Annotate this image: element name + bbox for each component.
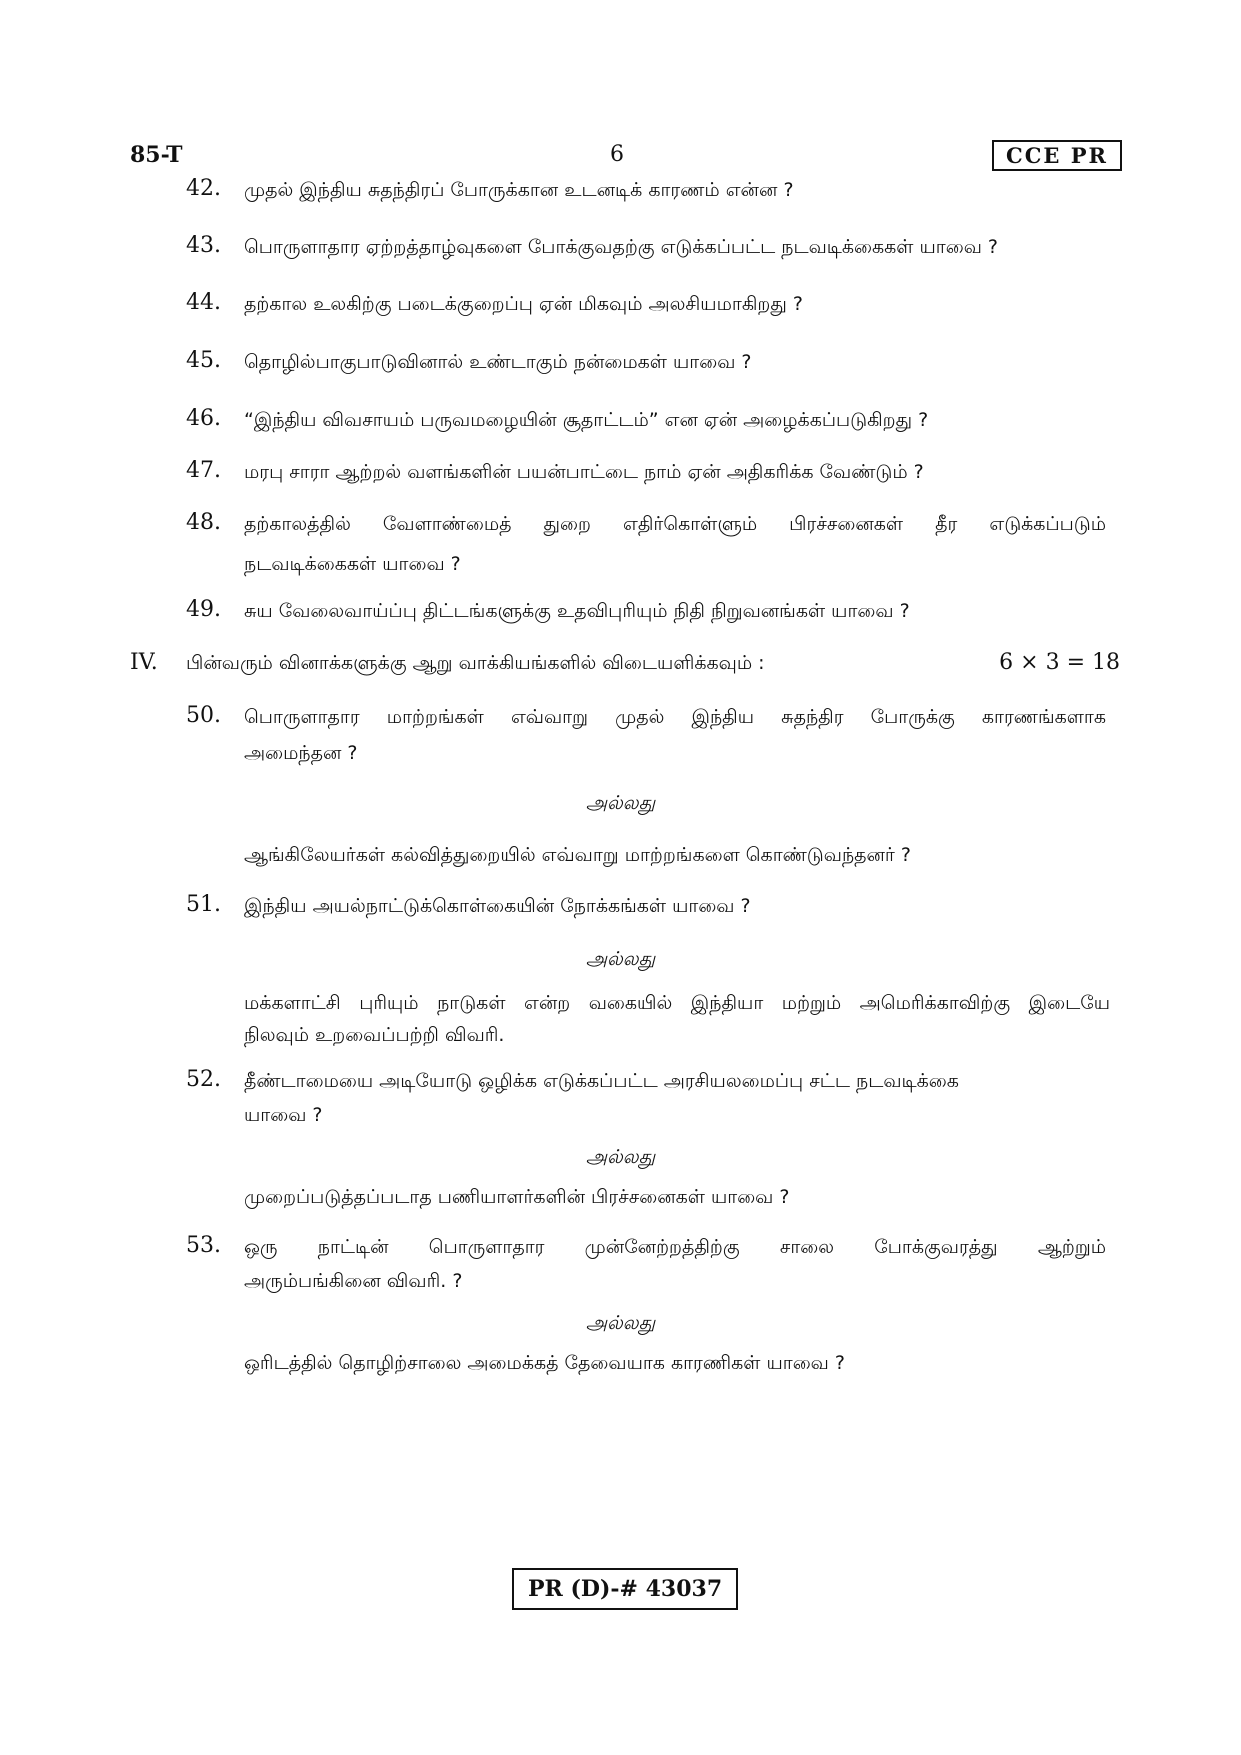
question-number: 51.: [186, 892, 221, 917]
code-box: CCE PR: [992, 140, 1122, 171]
question-number: 47.: [186, 458, 221, 483]
question-text-line1: தீண்டாமையை அடியோடு ஒழிக்க எடுக்கப்பட்ட அரசியலமைப்பு சட்ட நடவடிக்கை: [244, 1070, 959, 1092]
alternative-question-52: முறைப்படுத்தப்படாத பணியாளர்களின் பிரச்சனைகள் யாவை ?: [244, 1186, 790, 1208]
alternative-question-51-line1: மக்களாட்சி புரியும் நாடுகள் என்ற வகையில் இந்தியா மற்றும் அமெரிக்காவிற்கு இடையே: [244, 992, 1110, 1014]
question-text-line2: நடவடிக்கைகள் யாவை ?: [244, 553, 461, 575]
question-text: சுய வேலைவாய்ப்பு திட்டங்களுக்கு உதவிபுரியும் நிதி நிறுவனங்கள் யாவை ?: [244, 600, 910, 622]
question-text: தொழில்பாகுபாடுவினால் உண்டாகும் நன்மைகள் யாவை ?: [244, 351, 752, 373]
question-number: 46.: [186, 406, 221, 431]
question-number: 48.: [186, 510, 221, 535]
question-number: 52.: [186, 1067, 221, 1092]
page-number: 6: [610, 142, 624, 167]
question-number: 53.: [186, 1233, 221, 1258]
question-text: முதல் இந்திய சுதந்திரப் போருக்கான உடனடிக் காரணம் என்ன ?: [244, 179, 794, 201]
paper-code: 85-T: [130, 142, 183, 168]
question-text-line1: தற்காலத்தில் வேளாண்மைத் துறை எதிர்கொள்ளும் பிரச்சனைகள் தீர எடுக்கப்படும்: [244, 513, 1106, 535]
or-label: அல்லது: [585, 792, 656, 814]
question-number: 44.: [186, 290, 221, 315]
alternative-question-53: ஒரிடத்தில் தொழிற்சாலை அமைக்கத் தேவையாக காரணிகள் யாவை ?: [244, 1352, 845, 1374]
or-label: அல்லது: [585, 1312, 656, 1334]
question-text: “இந்திய விவசாயம் பருவமழையின் சூதாட்டம்” என ஏன் அழைக்கப்படுகிறது ?: [244, 409, 929, 431]
footer-code-box: PR (D)-# 43037: [512, 1568, 738, 1610]
question-text: இந்திய அயல்நாட்டுக்கொள்கையின் நோக்கங்கள் யாவை ?: [244, 895, 751, 917]
or-label: அல்லது: [585, 948, 656, 970]
or-label: அல்லது: [585, 1146, 656, 1168]
question-text: பொருளாதார ஏற்றத்தாழ்வுகளை போக்குவதற்கு எடுக்கப்பட்ட நடவடிக்கைகள் யாவை ?: [244, 236, 998, 258]
alternative-question-51-line2: நிலவும் உறவைப்பற்றி விவரி.: [244, 1024, 505, 1046]
question-number: 45.: [186, 348, 221, 373]
question-text-line2: அமைந்தன ?: [244, 742, 358, 764]
question-number: 49.: [186, 597, 221, 622]
question-number: 42.: [186, 176, 221, 201]
question-text-line1: ஒரு நாட்டின் பொருளாதார முன்னேற்றத்திற்கு சாலை போக்குவரத்து ஆற்றும்: [244, 1236, 1106, 1258]
alternative-question-50: ஆங்கிலேயர்கள் கல்வித்துறையில் எவ்வாறு மாற்றங்களை கொண்டுவந்தனர் ?: [244, 844, 911, 866]
question-text-line2: அரும்பங்கினை விவரி. ?: [244, 1270, 463, 1292]
section-marks: 6 × 3 = 18: [999, 650, 1120, 675]
question-number: 43.: [186, 233, 221, 258]
question-number: 50.: [186, 703, 221, 728]
question-text-line2: யாவை ?: [244, 1104, 323, 1126]
question-text: தற்கால உலகிற்கு படைக்குறைப்பு ஏன் மிகவும் அலசியமாகிறது ?: [244, 293, 803, 315]
question-text: மரபு சாரா ஆற்றல் வளங்களின் பயன்பாட்டை நாம் ஏன் அதிகரிக்க வேண்டும் ?: [244, 461, 924, 483]
section-number: IV.: [130, 650, 158, 675]
question-text-line1: பொருளாதார மாற்றங்கள் எவ்வாறு முதல் இந்திய சுதந்திர போருக்கு காரணங்களாக: [244, 706, 1106, 728]
section-instruction: பின்வரும் வினாக்களுக்கு ஆறு வாக்கியங்களில் விடையளிக்கவும் :: [186, 652, 765, 674]
